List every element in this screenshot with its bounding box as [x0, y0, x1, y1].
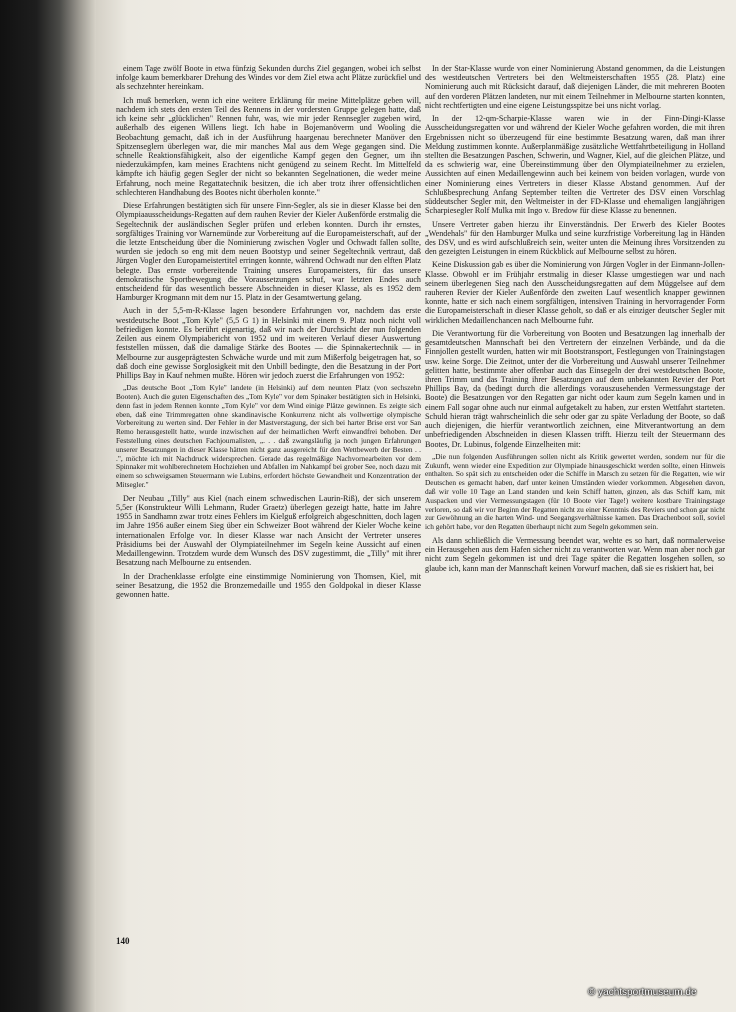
- page-number: 140: [116, 936, 130, 946]
- paragraph: Auch in der 5,5-m-R-Klasse lagen besondere Erfahrungen vor, nachdem das erste westdeutsche Boot „Tom Kyle" (5,5 G 1) in Helsinki mit einem 9. Platz noch nicht voll befriedigen konnte. Es berührt eigenartig, daß wir nach der Durchsicht der nun folgenden Zeilen aus einem Olympiabericht von 1952 und im weiteren Verlauf dieser Auswertung feststellen müssen, daß die damalige Stärke des Bootes — die Spinnakertechnik — in Melbourne zur ausgeprägtesten Schwäche wurde und mit zum Mißerfolg beigetragen hat, so daß doch eine gewisse Sorglosigkeit mit den Unbill bedingte, den die Besatzung in der Port Phillips Bay in Kauf nehmen mußte. Hören wir jedoch zuerst die Erfahrungen von 1952:: [116, 306, 421, 380]
- paragraph: Die Verantwortung für die Vorbereitung von Booten und Besatzungen lag innerhalb der gesamtdeutschen Mannschaft bei den Vertretern der einzelnen Verbände, und da die Finnjollen gestellt wurden, hatten wir mit Bootstransport, Festlegungen von Trainingstagen usw. keine Sorge. Die Zeitnot, unter der die Vorbereitung und Auswahl unserer Teilnehmer gelitten hatte, bestimmte aber offenbar auch das Einsegeln der drei westdeutschen Boote, ihren Trimm und das Training ihrer Besatzungen auf dem unbekannten Revier der Port Phillips Bay, da (bedingt durch die allerdings vorauszusehenden Vermessungstage der Boote) die Besatzungen vor den Regatten gar nicht oder kaum zum Segeln kamen und in einem Fall sogar ohne auch nur einmal aufgetakelt zu haben, zur ersten Wettfahrt starteten. Schuld hieran trägt wahrscheinlich die sehr oder gar zu späte Verladung der Boote, so daß auch diejenigen, die hierfür verantwortlich zeichnen, eine Mitverantwortung an dem unbefriedigenden Abschneiden in diesen Klassen trifft. Hierzu teilt der Steuermann des Bootes, Dr. Lubinus, folgende Einzelheiten mit:: [425, 328, 725, 449]
- right-text-column: [425, 64, 725, 577]
- paragraph: Keine Diskussion gab es über die Nominierung von Jürgen Vogler in der Einmann-Jollen-Klasse. Obwohl er im Frühjahr erstmalig in dieser Klasse umgestiegen war und nach seinem überlegenen Sieg nach den Ausscheidungsregatten auf dem Müggelsee auf dem rauheren Revier der Kieler Außenförde den zweiten Lauf wesentlich knapper gewinnen konnte, hatte er sich nach einem sorgfältigen, intensiven Training in hervorragender Form die Europameisterschaft in dieser Klasse geholt, so daß er als einziger deutscher Segler mit wirklichen Medaillenchancen nach Melbourne fuhr.: [425, 260, 725, 325]
- paragraph: In der 12-qm-Scharpie-Klasse waren wie in der Finn-Dingi-Klasse Ausscheidungsregatten vor und während der Kieler Woche gefahren worden, die mit ihren Ergebnissen nicht so überzeugend für eine bestimmte Besatzung waren, daß man ihrer Meldung zustimmen konnte. Außerplanmäßige zusätzliche Wettfahrtbeteiligung in Holland stellten die Besatzungen Paschen, Schwerin, und Wagner, Kiel, auf die gleichen Plätze, und da es schwierig war, eine Übereinstimmung über den Olympiateilnehmer zu erzielen, Aussichten auf einen Medaillengewinn auch bei keinem von beiden vorlagen, wurde von einer Nominierung eines Vertreters in dieser Klasse Abstand genommen. Auf der Schlußbesprechung Anfang September teilten die Vertreter des DSV einen Vorschlag süddeutscher Segler mit, den Weltmeister in der FD-Klasse und ehemaligen langjährigen Scharpiesegler Rolf Mulka mit Ingo v. Bredow für diese Klasse zu benennen.: [425, 114, 725, 216]
- paragraph: Ich muß bemerken, wenn ich eine weitere Erklärung für meine Mittelplätze geben will, nachdem ich stets den ersten Teil des Rennens in der vordersten Gruppe gelegen hatte, daß ich keine sehr „glücklichen" Rennen fuhr, was, wie mir jeder Rennsegler zugeben wird, außerhalb des eigenen Willens liegt. Ich habe in Bojemanöverm und Wooling die Beobachtung gemacht, daß ich in der Ausführung haargenau berechneter Manöver den Spitzenseglern überlegen war, die mir manches Mal aus dem Wege gegangen sind. Die schnelle Reaktionsfähigkeit, also der eigentliche Kampf gegen den Gegner, um ihn niederzukämpfen, kam meines Erachtens nicht genügend zu seinem Recht. Im Mittelfeld kämpfte ich häufig gegen Segler der nicht so bekannten Segelnationen, die weder meine Erfahrung, noch meine Regattatechnik besitzen, die ich aber trotz ihrer offensichtlichen schlechteren Handhabung des Bootes nicht überholen konnte.": [116, 95, 421, 197]
- paragraph: Diese Erfahrungen bestätigten sich für unsere Finn-Segler, als sie in dieser Klasse bei den Olympiaausscheidungs-Regatten auf dem rauhen Revier der Kieler Außenförde erstmalig die Segeltechnik der ausländischen Segler prüfen und erleben konnten. Durch ihr ernstes, sorgfältiges Training vor Warnemünde zur Vorbereitung auf die Europameisterschaft, auf der die letzte Entscheidung über die Nominierung zwischen Vogler und Ochwadt fallen sollte, wurden sie jedoch so eng mit dem neuen Bootstyp und seiner Segeltechnik vertraut, daß Jürgen Vogler den Europameistertitel erringen konnte, während Ochwadt nur den elften Platz belegte. Das ernste vorbereitende Training unseres Europameisters, für das unsere demokratische Sportbewegung die Voraussetzungen schuf, war letzten Endes auch entscheidend für das wesentlich bessere Abschneiden in dieser Klasse, als es 1952 dem Hamburger Krogmann mit dem nur 15. Platz in der Gesamtwertung gelang.: [116, 201, 421, 303]
- paragraph: Als dann schließlich die Vermessung beendet war, wehte es so hart, daß normalerweise ein Herausgehen aus dem Hafen sicher nicht zu verantworten war. Wenn man aber noch gar nicht zum Segeln gekommen ist und drei Tage später die Regatten losgehen sollen, so glaube ich, kann man der Mannschaft keinen Vorwurf machen, daß sie es riskiert hat, bei: [425, 535, 725, 573]
- paragraph: In der Star-Klasse wurde von einer Nominierung Abstand genommen, da die Leistungen des westdeutschen Vertreters bei den Weltmeisterschaften 1955 (28. Platz) eine Nominierung auch mit Rücksicht darauf, daß diejenigen Länder, die mit mehreren Booten auf den vorderen Plätzen landeten, nur mit einem Teilnehmer in Melbourne starten konnten, nicht rechtfertigten und eine eigene Leistungsspitze bei uns nicht vorlag.: [425, 64, 725, 110]
- quoted-paragraph: „Das deutsche Boot „Tom Kyle" landete (in Helsinki) auf dem neunten Platz (von sechszehn Booten). Auch die guten Eigenschaften des „Tom Kyle" vor dem Spinaker bestätigten sich in Helsinki, denn fast in jedem Rennen konnte „Tom Kyle" vor dem Wind einige Plätze gewinnen. Es zeigte sich eben, daß eine Trimmregatten ohne skandinavische Konkurrenz nicht als vollwertige olympische Vorbereitung zu werten sind. Der Fehler in der Mastverstagung, der sich bei harter Brise erst vor San Remo herausgestellt hatte, wurde inzwischen auf der heimatlichen Werft einwandfrei behoben. Der Feststellung eines deutschen Fachjournalisten, „. . . daß zwangsläufig ja noch jungen Erfahrungen unserer Besatzungen in dieser Klasse hätten nicht ganz ausgereicht für den Wettbewerb der Besten . . .", möchte ich mit Nachdruck widersprechen. Gerade das regelmäßige Nachvornearbeiten vor dem Spinnaker mit wohlberechnetem Hochziehen und Abfallen im Nahkampf bei grober See, noch dazu mit einem so schweigsamen Steuermann wie Lubins, erfordert höchste Gewandheit und Konzentration der Mitsegler.": [116, 383, 421, 489]
- paragraph: In der Drachenklasse erfolgte eine einstimmige Nominierung von Thomsen, Kiel, mit seiner Besatzung, die 1952 die Bronzemedaille und 1955 den Goldpokal in dieser Klasse gewonnen hatte.: [116, 571, 421, 599]
- paragraph: Der Neubau „Tilly" aus Kiel (nach einem schwedischen Laurin-Riß), der sich unserem 5,5er (Konstrukteur Willi Lehmann, Ruder Graetz) überlegen gezeigt hatte, hatte im Jahre 1955 in Sandhamn zwar trotz eines Fehlers im Kielguß erfolgreich abgeschnitten, doch lagen im Jahre 1956 außer einem Sieg über ein Schweizer Boot während der Kieler Woche keine internationalen Erfolge vor. In dieser Klasse war nach Ansicht der Vertreter unseres Präsidiums bei der Auswahl der Olympiateilnehmer im Segeln keine Aussicht auf einen Medaillengewinn. Trotzdem wurde dem Wunsch des DSV zugestimmt, die „Tilly" mit ihrer Besatzung nach Melbourne zu entsenden.: [116, 493, 421, 568]
- book-spine-shadow: [0, 0, 96, 1012]
- paragraph: Unsere Vertreter gaben hierzu ihr Einverständnis. Der Erwerb des Kieler Bootes „Wendehals" für den Hamburger Mulka und seine kurzfristige Vorbereitung lag in Händen des DSV, und es wird aufschlußreich sein, weiter unten die Meinung ihres Vorsitzenden zu den gezeigten Leistungen in einem Rückblick auf Melbourne selbst zu hören.: [425, 219, 725, 257]
- paragraph: einem Tage zwölf Boote in etwa fünfzig Sekunden durchs Ziel gegangen, wobei ich selbst infolge kaum bemerkbarer Drehung des Windes vor dem Ziel etwa acht Plätze zurückfiel und als sechzehnter hereinkam.: [116, 64, 421, 92]
- left-text-column: [116, 64, 421, 603]
- watermark: © yachtsportmuseum.de: [588, 987, 697, 998]
- quoted-paragraph: „Die nun folgenden Ausführungen sollen nicht als Kritik gewertet werden, sondern nur für die Zukunft, wenn wieder eine Expedition zur Olympiade hinausgeschickt werden sollte, einen Hinweis enthalten. So spät sich zu entscheiden oder die Schiffe in Marsch zu setzen für die Regatten, wie wir Deutschen es gemacht haben, darf unter keinen Umständen wieder vorkommen. Abgesehen davon, daß wir volle 10 Tage an Land standen und kein Schiff hatten, ginzen, als das Schiff kam, mit Auspacken und vier Vermessungstagen (für 10 Boote vier Tage!) weitere kostbare Trainingstage verloren, so daß wir vor Beginn der Regatten nicht zu einer Kenntnis des Reviers und schon gar nicht zur Gewöhnung an die harten Wind- und Seegangsverhältnisse kamen. Das Drachenboot soll, soviel ich gehört habe, vor den Regatten überhaupt nicht zum Segeln gekommen sein.: [425, 451, 725, 532]
